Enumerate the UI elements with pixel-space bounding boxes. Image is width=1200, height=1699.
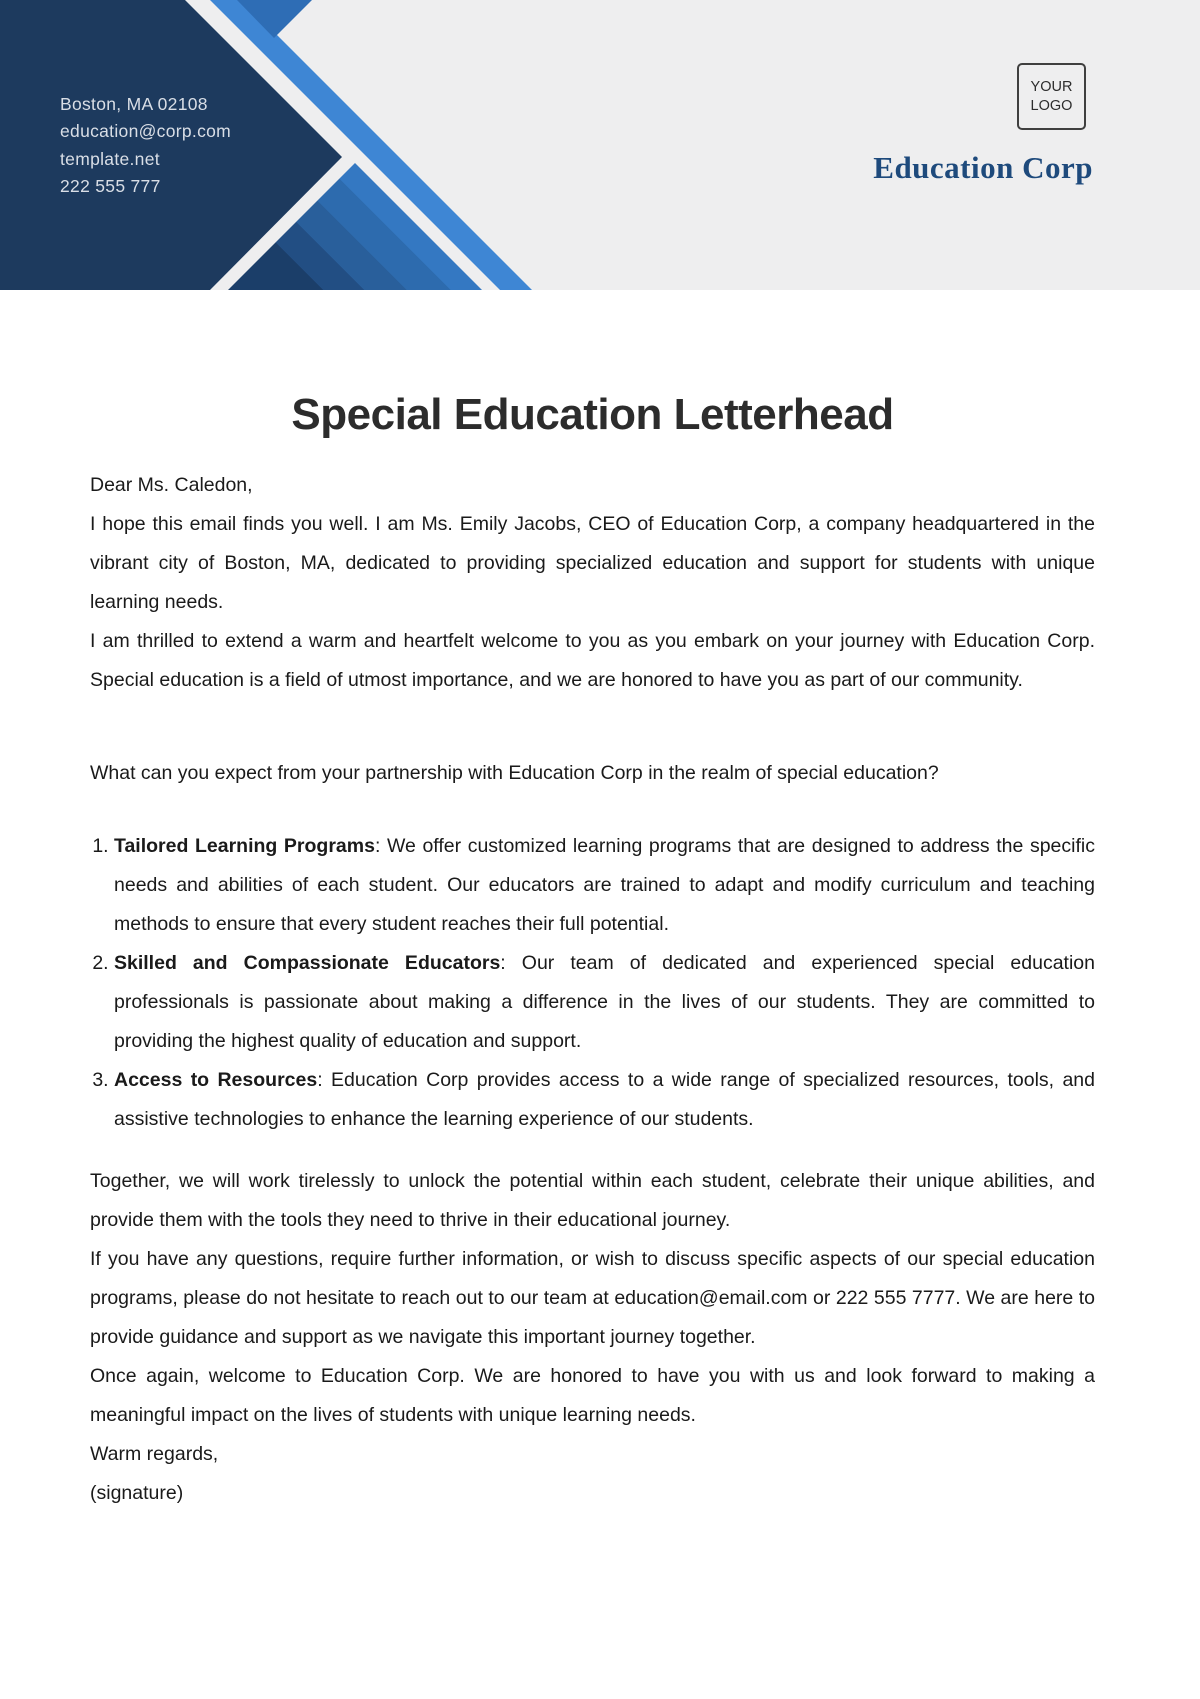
numbered-list: [90, 827, 1095, 1139]
signoff: Warm regards,: [90, 1443, 219, 1465]
letterhead-header: [0, 0, 1200, 290]
contact-phone: 222 555 777: [60, 176, 161, 197]
company-name: Education Corp: [873, 150, 1093, 185]
list-item: [114, 827, 1095, 944]
paragraph-together: Together, we will work tirelessly to unlock the potential within each student, celebrate their unique abilities, and provide them with the tools they need to thrive in their educational journey.: [90, 1170, 1095, 1231]
logo-placeholder-box: [1017, 63, 1086, 130]
letterhead-title: Special Education Letterhead: [291, 390, 894, 439]
paragraph-contact-us: If you have any questions, require further information, or wish to discuss specific aspects of our special education programs, please do not hesitate to reach out to our team at education@email.com or 222 555 7777. We are here to provide guidance and support as we navigate this important journey together.: [90, 1248, 1095, 1348]
paragraph-welcome: I am thrilled to extend a warm and heartfelt welcome to you as you embark on your journey with Education Corp. Special education is a field of utmost importance, and we are honored to have you as part of our community.: [90, 630, 1095, 691]
paragraph-question: What can you expect from your partnership with Education Corp in the realm of special education?: [90, 762, 939, 784]
list-item: [114, 1061, 1095, 1139]
paragraph-intro: I hope this email finds you well. I am Ms. Emily Jacobs, CEO of Education Corp, a company headquartered in the vibrant city of Boston, MA, dedicated to providing specialized education and support for students with unique learning needs.: [90, 513, 1095, 613]
paragraph-once-again: Once again, welcome to Education Corp. We are honored to have you with us and look forward to making a meaningful impact on the lives of students with unique learning needs.: [90, 1365, 1095, 1426]
salutation: Dear Ms. Caledon,: [90, 474, 253, 496]
list-item-label: Tailored Learning Programs: [114, 835, 375, 857]
letter-body: [0, 390, 1200, 1513]
logo-text-line2: LOGO: [1030, 97, 1073, 114]
list-item-text: : Education Corp provides access to a wide range of specialized resources, tools, and assistive technologies to enhance the learning experience of our students.: [114, 1069, 1095, 1130]
contact-email: education@corp.com: [60, 121, 232, 142]
list-item: [114, 944, 1095, 1061]
signature-placeholder: (signature): [90, 1482, 184, 1504]
list-item-label: Skilled and Compassionate Educators: [114, 952, 501, 974]
logo-text-line1: YOUR: [1030, 79, 1073, 95]
list-item-label: Access to Resources: [114, 1069, 318, 1091]
contact-website: template.net: [60, 148, 160, 169]
contact-info-block: [60, 91, 231, 201]
list-item-text: : We offer customized learning programs that are designed to address the specific needs and abilities of each student. Our educators are trained to adapt and modify curriculum and teaching methods to ensure that every student reaches their full potential.: [114, 835, 1095, 935]
contact-address: Boston, MA 02108: [60, 94, 208, 114]
list-item-text: : Our team of dedicated and experienced special education professionals is passionate about making a difference in the lives of our students. They are committed to providing the highest quality of education and support.: [114, 952, 1095, 1052]
